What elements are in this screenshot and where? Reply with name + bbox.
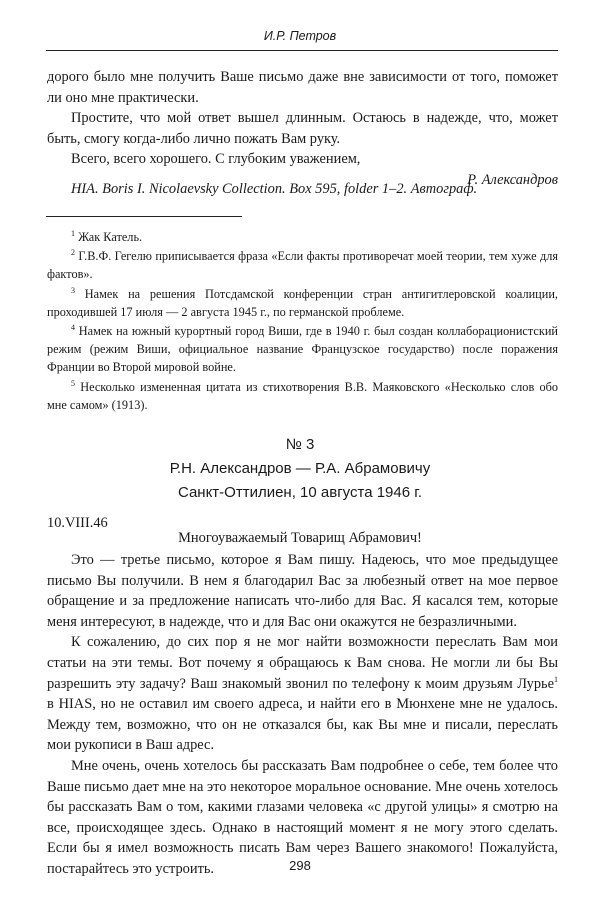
- footnote-number: 1: [71, 228, 75, 238]
- paragraph-text: в HIAS, но не оставил им своего адреса, и найти его в Мюнхене мне не удалось. Между тем, возможно, что он не отказался бы, как Вы мне и писали, переслать мои рукописи в Ваш адрес.: [47, 696, 558, 754]
- footnote-text: Намек на решения Потсдамской конференции стран антигитлеровской коалиции, проходившей 17 июля — 2 августа 1945 г., по германской проблеме.: [47, 286, 558, 319]
- page-number: 298: [289, 858, 311, 873]
- signature: Р. Александров: [467, 171, 558, 188]
- letter-body: [47, 550, 558, 880]
- header-rule: [46, 50, 558, 51]
- footnote-text: Жак Катель.: [78, 230, 143, 244]
- closing-line: Всего, всего хорошего. С глубоким уважением,: [71, 151, 361, 168]
- salutation: Многоуважаемый Товарищ Абрамович!: [178, 530, 422, 546]
- archive-source: HIA. Boris I. Nicolaevsky Collection. Box 595, folder 1–2. Автограф.: [71, 181, 478, 197]
- running-header: И.Р. Петров: [263, 29, 337, 43]
- letter-date: 10.VIII.46: [47, 515, 108, 531]
- paragraph-text: К сожалению, до сих пор я не мог найти возможности переслать Вам мои статьи на эти темы. Вот почему я обращаюсь к Вам снова. Не могли ли бы Вы разрешить эту задачу? Ваш знакомый звонил по телефону к моим друзьям Лурье: [47, 634, 558, 692]
- paragraph: [47, 632, 558, 756]
- paragraph: Это — третье письмо, которое я Вам пишу. Надеюсь, что мое предыдущее письмо Вы получили. В нем я благодарил Вас за любезный ответ на мое первое обращение и за предложение написать что-либо для Вас. Я касался тем, которые меня интересуют, в надежде, что и для Вас они окажутся не безразличными.: [47, 552, 558, 630]
- footnote-number: 2: [71, 248, 75, 258]
- footnote-text: Г.В.Ф. Гегелю приписывается фраза «Если факты противоречат моей теории, тем хуже для фактов».: [47, 249, 559, 282]
- document-correspondents: Р.Н. Александров — Р.А. Абрамовичу: [169, 460, 431, 477]
- paragraph: Простите, что мой ответ вышел длинным. Остаюсь в надежде, что, может быть, смогу когда-либо лично пожать Вам руку.: [47, 110, 558, 147]
- footnote: [47, 228, 558, 246]
- footnote: [47, 285, 558, 321]
- footnote-number: 4: [71, 322, 75, 332]
- footnote: [47, 247, 558, 283]
- footnote-number: 3: [71, 285, 75, 295]
- footnote-ref: 1: [554, 674, 558, 684]
- footnote-rule: [46, 216, 242, 217]
- document-number: № 3: [285, 436, 315, 453]
- footnote-number: 5: [71, 378, 75, 388]
- previous-letter-ending: [47, 67, 558, 191]
- footnote-text: Намек на южный курортный город Виши, где в 1940 г. был создан коллаборационистский режим (режим Виши, официальное название Французское государство) после поражения Франции во Второй мировой войне.: [47, 324, 558, 375]
- footnote: [47, 378, 558, 414]
- paragraph: Мне очень, очень хотелось бы рассказать Вам подробнее о себе, тем более что Ваше письмо дает мне на это некоторое моральное основание. Мне очень хотелось бы рассказать Вам о том, какими глазами человека «с другой улицы» я смотрю на все, происходящее здесь. Однако в настоящий момент я не могу этого сделать. Если бы я имел возможность писать Вам через Вашего знакомого! Пожалуйста, постарайтесь это устроить.: [47, 757, 558, 877]
- footnote: [47, 322, 558, 377]
- footnotes: [47, 228, 558, 415]
- document-place-date: Санкт-Оттилиен, 10 августа 1946 г.: [177, 484, 423, 501]
- paragraph: дорого было мне получить Ваше письмо даже вне зависимости от того, поможет ли оно мне практически.: [47, 69, 558, 106]
- footnote-text: Несколько измененная цитата из стихотворения В.В. Маяковского «Несколько слов обо мне самом» (1913).: [47, 379, 558, 412]
